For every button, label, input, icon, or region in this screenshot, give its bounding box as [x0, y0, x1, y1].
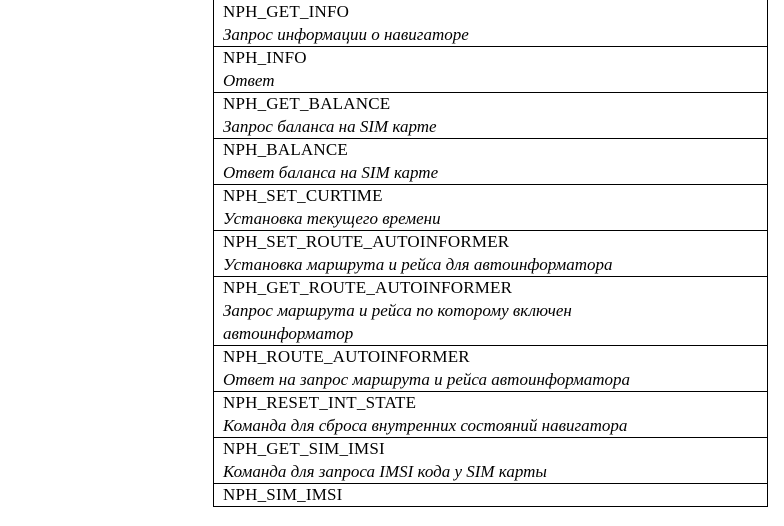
- command-code: NPH_SET_CURTIME: [223, 186, 383, 205]
- table-row: [214, 93, 767, 139]
- table-row: [214, 0, 767, 47]
- command-code: NPH_INFO: [223, 48, 307, 67]
- command-table: [213, 0, 768, 507]
- command-description: Запрос информации о навигаторе: [223, 25, 469, 44]
- table-row: [214, 231, 767, 277]
- command-description: Запрос маршрута и рейса по которому включен автоинформатор: [223, 301, 572, 343]
- table-row: [214, 139, 767, 185]
- command-code: NPH_GET_SIM_IMSI: [223, 439, 385, 458]
- command-description: Установка маршрута и рейса для автоинформатора: [223, 255, 613, 274]
- table-row: [214, 277, 767, 346]
- command-description: Ответ на запрос маршрута и рейса автоинформатора: [223, 370, 630, 389]
- command-description: Команда для запроса IMSI кода у SIM карты: [223, 462, 547, 481]
- command-code: NPH_SIM_IMSI: [223, 485, 343, 504]
- table-row: [214, 47, 767, 93]
- table-row: [214, 484, 767, 507]
- command-code: NPH_RESET_INT_STATE: [223, 393, 417, 412]
- command-code: NPH_ROUTE_AUTOINFORMER: [223, 347, 470, 366]
- table-row: [214, 185, 767, 231]
- command-code: NPH_BALANCE: [223, 140, 348, 159]
- table-row: [214, 438, 767, 484]
- command-code: NPH_GET_BALANCE: [223, 94, 391, 113]
- command-description: Запрос баланса на SIM карте: [223, 117, 437, 136]
- command-description: Команда для сброса внутренних состояний навигатора: [223, 416, 628, 435]
- command-description: Ответ баланса на SIM карте: [223, 163, 439, 182]
- command-code: NPH_GET_INFO: [223, 2, 350, 21]
- command-code: NPH_SET_ROUTE_AUTOINFORMER: [223, 232, 510, 251]
- command-description: Установка текущего времени: [223, 209, 441, 228]
- table-row: [214, 346, 767, 392]
- command-code: NPH_GET_ROUTE_AUTOINFORMER: [223, 278, 513, 297]
- command-description: Ответ: [223, 71, 275, 90]
- table-row: [214, 392, 767, 438]
